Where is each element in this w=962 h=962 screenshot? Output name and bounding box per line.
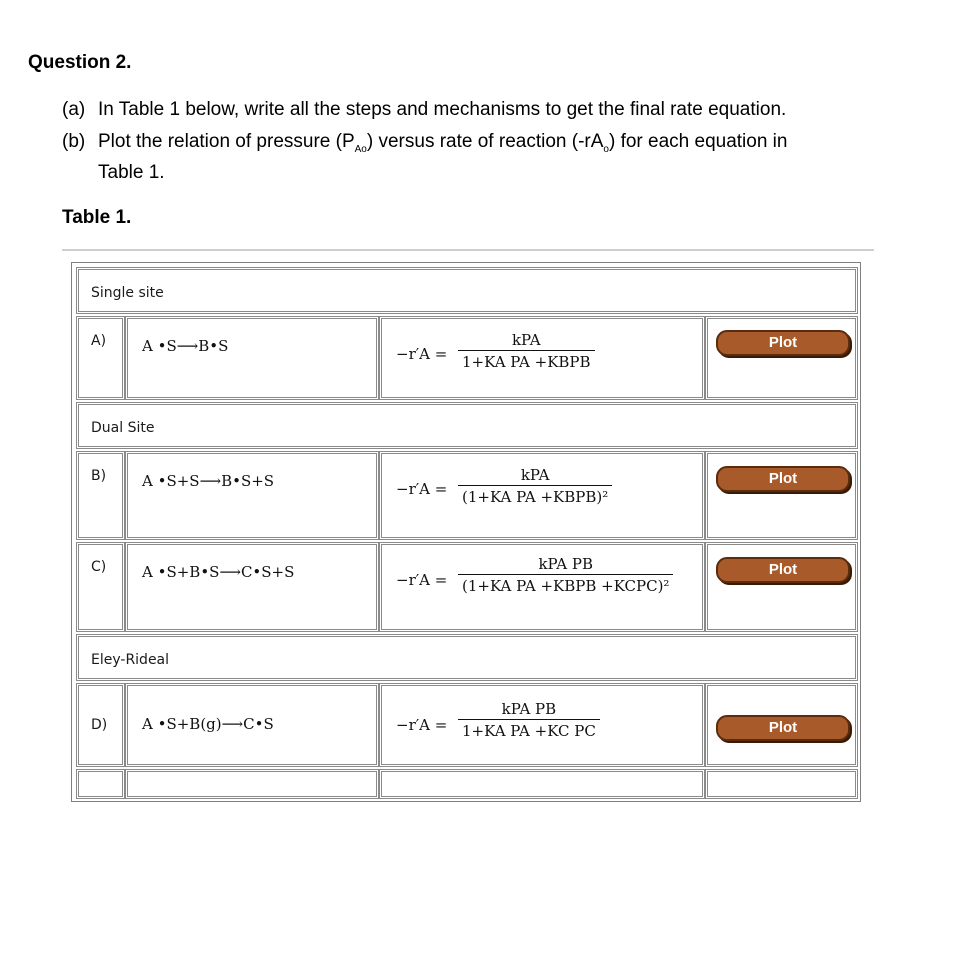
row-d-denominator: 1+KA PA +KC PC xyxy=(458,719,600,740)
rate-equation-table xyxy=(71,262,861,802)
row-a-plot-cell xyxy=(705,316,858,400)
row-b-equation-cell xyxy=(379,451,705,540)
row-d-mechanism-cell xyxy=(125,683,379,767)
row-c-equation-cell xyxy=(379,542,705,632)
empty-cell-4 xyxy=(705,769,858,799)
row-c-mechanism: A •S+B•S⟶C•S+S xyxy=(142,563,295,581)
part-b-sub2: o xyxy=(603,143,609,155)
section-header-single-site: Single site xyxy=(76,267,858,314)
row-d-label: D) xyxy=(91,717,108,733)
part-b-text: Plot the relation of pressure (P xyxy=(98,131,355,152)
row-c-label-cell xyxy=(76,542,125,632)
row-b-label: B) xyxy=(91,468,107,484)
row-a-label-cell xyxy=(76,316,125,400)
row-a-label: A) xyxy=(91,333,107,349)
row-c-plot-cell xyxy=(705,542,858,632)
row-b-numerator: kPA xyxy=(520,466,550,484)
row-c-numerator: kPA PB xyxy=(538,555,593,573)
row-a-plot-button[interactable]: Plot xyxy=(716,330,850,356)
part-a-tag: (a) xyxy=(62,99,86,120)
empty-cell-2 xyxy=(125,769,379,799)
row-c-denominator: (1+KA PA +KBPB +KCPC)² xyxy=(458,574,673,595)
part-b-text2: ) versus rate of reaction (-rA xyxy=(366,131,604,152)
part-a xyxy=(62,98,786,122)
row-d-numerator: kPA PB xyxy=(501,700,557,718)
part-b-tag: (b) xyxy=(62,131,86,152)
row-a-lhs: −r′A = xyxy=(396,345,448,363)
row-d-label-cell xyxy=(76,683,125,767)
divider-line xyxy=(62,249,874,251)
row-b-plot-button[interactable]: Plot xyxy=(716,466,850,492)
row-b-plot-cell xyxy=(705,451,858,540)
row-b-label-cell xyxy=(76,451,125,540)
table-label: Table 1. xyxy=(62,207,132,228)
row-a-mechanism: A •S⟶B•S xyxy=(142,337,229,355)
row-a-denominator: 1+KA PA +KBPB xyxy=(458,350,595,371)
row-b-denominator: (1+KA PA +KBPB)² xyxy=(458,485,612,506)
row-d-equation-cell xyxy=(379,683,705,767)
section-header-dual-site: Dual Site xyxy=(76,402,858,449)
row-b-lhs: −r′A = xyxy=(396,480,448,498)
part-b-continuation: Table 1. xyxy=(98,162,165,183)
row-b-mechanism-cell xyxy=(125,451,379,540)
row-c-lhs: −r′A = xyxy=(396,571,448,589)
row-d-lhs: −r′A = xyxy=(396,716,448,734)
row-b-mechanism: A •S+S⟶B•S+S xyxy=(142,472,275,490)
row-d-mechanism: A •S+B(g)⟶C•S xyxy=(142,715,274,733)
empty-cell-1 xyxy=(76,769,125,799)
part-b xyxy=(62,130,787,162)
row-c-label: C) xyxy=(91,559,107,575)
row-d-plot-cell xyxy=(705,683,858,767)
part-b-sub: Ao xyxy=(354,143,367,155)
row-c-mechanism-cell xyxy=(125,542,379,632)
row-a-mechanism-cell xyxy=(125,316,379,400)
question-title: Question 2. xyxy=(28,52,132,73)
part-b-text3: ) for each equation in xyxy=(608,131,788,152)
row-a-equation-cell xyxy=(379,316,705,400)
section-header-eley-rideal: Eley-Rideal xyxy=(76,634,858,681)
row-a-numerator: kPA xyxy=(511,331,541,349)
empty-cell-3 xyxy=(379,769,705,799)
row-d-plot-button[interactable]: Plot xyxy=(716,715,850,741)
row-c-plot-button[interactable]: Plot xyxy=(716,557,850,583)
part-a-text: In Table 1 below, write all the steps and mechanisms to get the final rate equation. xyxy=(98,99,787,120)
